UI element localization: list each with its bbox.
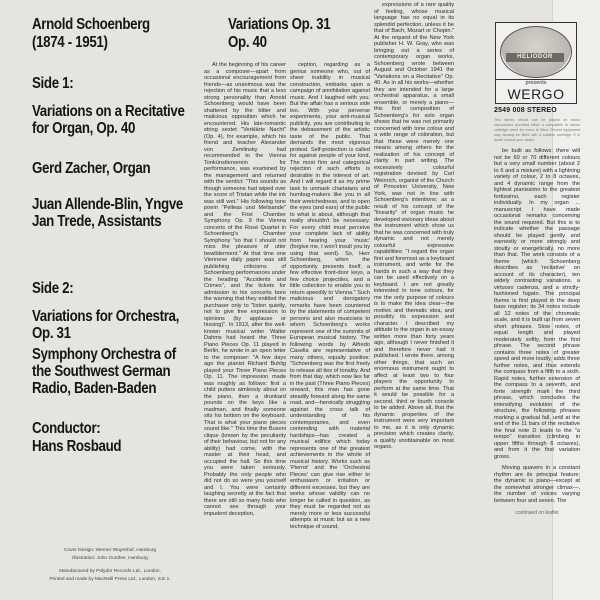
title-line2: Op. 40 [228,34,267,51]
credits [30,547,190,563]
notes-paragraph-end: Moving quavers in a constant rhythm are its principal feature; the dynamic is piano—except at the somewhat stronger climax—, the number of voices varying between four and seven. The [494,465,580,504]
notes-column-2 [290,62,370,530]
printed-credit: Printed and made by MacNeill Press Ltd., London, S.E.1. [49,577,171,582]
stereo-note: This stereo record can be played on mono reproducers provided either a compatible or stereo cartridge wired for mono is fitted. Recent equipment may already be fitted with a suitable cartridge. If in doubt consult your dealer. [494,118,580,142]
conductor-name: Hans Rosbaud [32,438,122,455]
notes-paragraph: be built as follows: there will not be 60 or 70 different colours but a very small number (about 2 to 6 and a mixture) with a lightning variety of colour, 2 to 8 octaves, and 4 dynamic range from the lightest pianissimo to the greatest fortissimo, each register individually. In my organ ... manuscript I have made occasional remarks concerning the sound required. But this is to indicate whether the passage should be played gently and earnestly or more strongly and stoutly or energetically, no more than that. The work consists of a theme (which Schoenberg describes as 'recitative' on account of its character), ten widely contrasting variations, a virtuoso cadenza, and a strictly-fashioned fugato. The principal theme is first played in the deep bass register; its 34 notes include all 12 notes of the chromatic scale, and it is built up from seven short phrases. Slow notes, of equal length and played moderately softly, form the first phrase. The second phrase contains three notes of greater speed and more loudly, adds three further notes, and thus extends the compass from a fifth to a sixth. Rapid notes, further extension of the compass to a seventh, and forte strength mark the third phrase, which concludes the intensifying evolution of the structure, the following phrases marking a gradual fall, until at the end of the 11 bars of the recitative the final note D leads to the "a tempo" transition (climbing in upper fifths through 6 octaves), and from it the first variation grows. [494,148,580,460]
side1-assistants: Juan Allende-Blin, Yngve Jan Trede, Assistants [32,196,183,230]
heliodor-logo-text: HELIODOR [506,53,564,62]
manufacturer-credits [20,568,200,584]
continued-note: continued on leaflet [515,510,559,516]
composer-dates: (1874 - 1951) [32,34,108,51]
side2-label: Side 2: [32,280,74,297]
side1-work: Variations on a Recitative for Organ, Op. 40 [32,103,185,137]
side1-performer: Gerd Zacher, Organ [32,160,151,177]
catalog-number: 2549 008 STEREO [494,107,557,114]
notes-paragraph: At the beginning of his career as a composer—apart from occasional encouragement from friends—as unanimous was the rejection of his music that a less strong personality than Arnold Schoenberg would have been shattered by the bitter and malicious opposition which he encountered. His late-romantic string sextet "Verklärte Nacht" (Op. 4), for example, which his friend and teacher Alexander von Zemlinsky had recommended to the Vienna Tonkünstlerverein for performance, was examined by the management and returned with the verdict: "This sounds as though someone had wiped over the score of Tristan while the ink was still wet." His following tone poem "Pelleas und Melisande" and the First Chamber Symphony Op. 9 the Vienna concerts of the Rosé Quartet in Schoenberg's Chamber Symphony "so that I should not miss the pleasure of utter bewilderment." At that time one Viennese daily paper was still publishing criticisms of Schoenberg performances under the heading "Accidents and Crimes", and the tickets for admission to his concerts bore the warning that they entitled the purchaser only to "listen quietly, not to give free expression to opinions (by applause or hissing)". In 1913, after the well-known musical writer Walter Dahms had heard the Three Piano Pieces Op. 11 played in Berlin, he wrote in an open letter to the composer: "A few days ago the pianist Richard Buhlig played your Three Piano Pieces Op. 11. The impression made was roughly as follows: first a child putters aimlessly about on the piano, then a drunkard pounds on the keys like a madman, and finally someone sits his bottom on the keyboard. That is what your piano pieces sound like." This time the Busoni clique (known by the peculiarity of their behaviour, but not for any ability) had come, with the master at their head, and occupied the hall. So this time you were taken seriously. Probably the only people who did not do so were you yourself and I. You were certainly laughing secretly at the fact that there are still so many fools who cannot see through your impudent deception, [204,62,286,517]
notes-column-1 [204,62,286,517]
notes-column-3 [374,2,454,451]
side1-label: Side 1: [32,75,74,92]
composer-name: Arnold Schoenberg [32,16,150,33]
presents-text: presents [525,80,547,86]
side2-orchestra: Symphony Orchestra of the Southwest German Radio, Baden-Baden [32,346,176,397]
side2-work: Variations for Orchestra, Op. 31 [32,308,179,342]
manufactured-credit: Manufactured by Polydor Records Ltd., London. [59,569,161,574]
cherubs-emblem [500,26,572,78]
illustration-credit: Illustration: John Gunther, Hamburg [72,556,148,561]
notes-paragraph: expressions of a rare quality of feeling, whose musical language has no equal in its splendid perfection, unless it be that of Bach, Mozart or Chopin." At the request of the New York publisher H. W. Gray, who was bringing out a series of contemporary organ works, Schoenberg wrote between August and October 1941 the "Variations on a Recitative" Op. 40. As in all his works—whether they are intended for a large orchestral apparatus, a small ensemble, or merely a piano—this first composition of Schoenberg's for solo organ shows that he was not primarily concerned with tone colour and a wide range of coloration, but that these were merely one means among others for the realization of his concept of clarity in part writing. The excessively colourful registration devised by Carl Weinrich, organist of the Church of Princeton University, New York, was not in line with Schoenberg's intentions; as a result of his concept of the "linearity" of organ music he developed visionary ideas about the instrument which show us that he was concerned with truly dynamic and not merely colourful expressive capabilities: "I regard the organ first and foremost as a keyboard instrument, and write for the hands in such a way that they can be used effectively on a keyboard. I am not greatly interested in tone colours, for me the only purpose of colours is to make the idea clear—the motivic and thematic idea, and possibly its expression and character. I described my attitude to the organ in an essay written more than forty years ago, although I never finished it and therefore never had it published. I wrote there, among other things, that such an enormous instrument ought to affect at least two to four players the opportunity to perform at the same time. That it would be possible for a second, third or fourth console to be added. Above all, that the dynamic properties of the instrument were very important to me, as it is only dynamic precision which creates clarity, a quality unobtainable on most organs. [374,2,454,450]
notes-paragraph: ception, regarding as a genius someone who, out of sheer inability in musical construction, embarks upon a campaign of annihilation against music. And I laughed with you. But the affair has a serious side too. With your perverse experiments, your anti-musical publicity, you are contributing to the debasement of the artistic taste of the public. That demands the most vigorous protest. Self-protection is called for against people of your kind. The most firm and categorical rejection of such efforts is desirable in the interest of art. And I will regard it as my prime task to unmask charlatans and humbug-makers like you in all their wretchedness, and to open the eyes (and ears) of the public to what is about, although that really shouldn't be necessary. For every child must perceive your complete lack of ability from hearing your 'music' (forgive me, I won't insult you by using that word). So, Herr Schoenberg, when the opportunity presents itself, a few effective front-door keys, a few choice projectiles, and a little collection to enable you to return speedily to Vienna." Such malicious and derogatory remarks have been countered by the statements of competent persons and also musicians to whom Schoenberg's works represent one of the summits of European musical history. The following words by Alfredo Casella are representative of many others, equally positive: "Schoenberg was the first freely to release all ties of tonality. And from that day, which now lies far in the past (Three Piano Pieces) onward, this man has gone steadily forward along the same road, and—heroically struggling against the cross talk of understanding of his contemporaries, and even contending with material hardships—has created a musical edifice which today represents one of the greatest achievements in the whole of musical history. Works such as 'Pierrot' and the 'Orchestral Pieces' can give rise either to enthusiasm or irritation or different excesses, but they are works whose validity can no longer be called in question, as they must be regarded not as merely more or less successful attempts at music but as a new technique of sound, [290,62,370,530]
conductor-label: Conductor: [32,420,101,437]
cover-design-credit: Cover Design: Werner Wuysshof, Hamburg [63,548,157,553]
title-line1: Variations Op. 31 [228,16,331,33]
notes-column-4 [494,148,580,516]
wergo-brand: WERGO [507,86,565,102]
heliodor-wergo-logo [495,22,577,104]
